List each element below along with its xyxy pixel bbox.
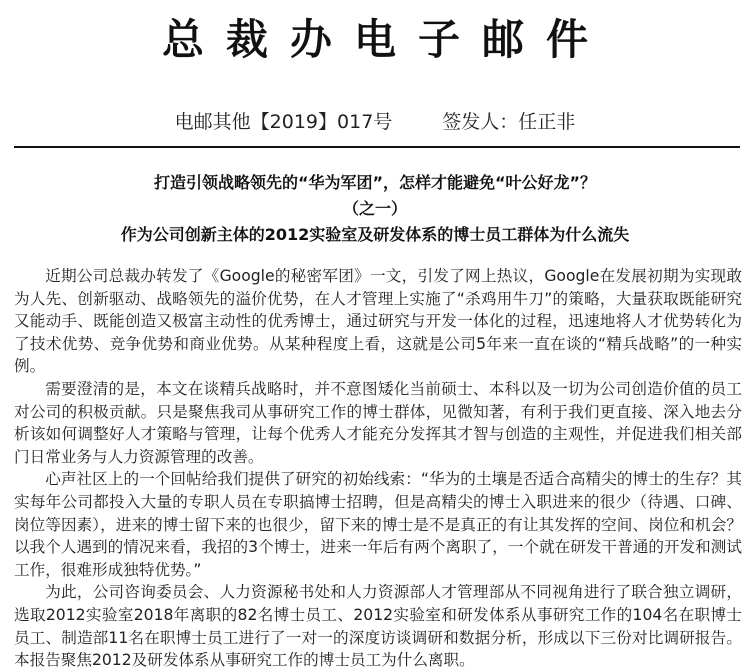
article-body (14, 265, 742, 672)
paragraph: 需要澄清的是，本文在谈精兵战略时，并不意图矮化当前硕士、本科以及一切为公司创造价值的员工对公司的积极贡献。只是聚焦我司从事研究工作的博士群体，见微知著，有利于我们更直接、深入地去分析该如何调整好人才策略与管理，让每个优秀人才能充分发挥其才智与创造的主观性，并促进我们相关部门日常业务与人力资源管理的改善。 (14, 379, 742, 466)
signer: 签发人：任正非 (442, 111, 576, 133)
document-title: 总裁办电子邮件 (161, 15, 610, 64)
article-title: 打造引领战略领先的“华为军团”，怎样才能避免“叶公好龙”？ (153, 173, 597, 192)
header-divider (14, 146, 740, 148)
paragraph: 心声社区上的一个回帖给我们提供了研究的初始线索：“华为的土壤是否适合高精尖的博士的生存？其实每年公司都投入大量的专职人员在专职搞博士招聘，但是高精尖的博士入职进来的很少（待遇、口碑、岗位等因素），进来的博士留下来的也很少，留下来的博士是不是真正的有让其发挥的空间、岗位和机会？以我个人遇到的情况来看，我招的3个博士，进来一年后有两个离职了，一个就在研发干普通的开发和测试工作，很难形成独特优势。” (14, 470, 742, 579)
article-subtitle: 作为公司创新主体的2012实验室及研发体系的博士员工群体为什么流失 (120, 225, 630, 244)
document-meta (0, 108, 750, 136)
article-headings (0, 170, 750, 248)
paragraph: 为此，公司咨询委员会、人力资源秘书处和人力资源部人才管理部从不同视角进行了联合独立调研，选取2012实验室2018年离职的82名博士员工、2012实验室和研发体系从事研究工作的104名在职博士员工、制造部11名在职博士员工进行了一对一的深度访谈调研和数据分析，形成以下三份对比调研报告。本报告聚焦2012及研发体系从事研究工作的博士员工为什么离职。 (14, 583, 742, 670)
paragraph: 近期公司总裁办转发了《Google的秘密军团》一文，引发了网上热议，Google在发展初期为实现敢为人先、创新驱动、战略领先的溢价优势，在人才管理上实施了“杀鸡用牛刀”的策略，大量获取既能研究又能动手、既能创造又极富主动性的优秀博士，通过研究与开发一体化的过程，迅速地将人才优势转化为了技术优势、竞争优势和商业优势。从某种程度上看，这就是公司5年来一直在谈的“精兵战略”的一种实例。 (14, 267, 742, 376)
document-number: 电邮其他【2019】017号 (174, 111, 393, 133)
article-part: （之一） (342, 199, 407, 218)
